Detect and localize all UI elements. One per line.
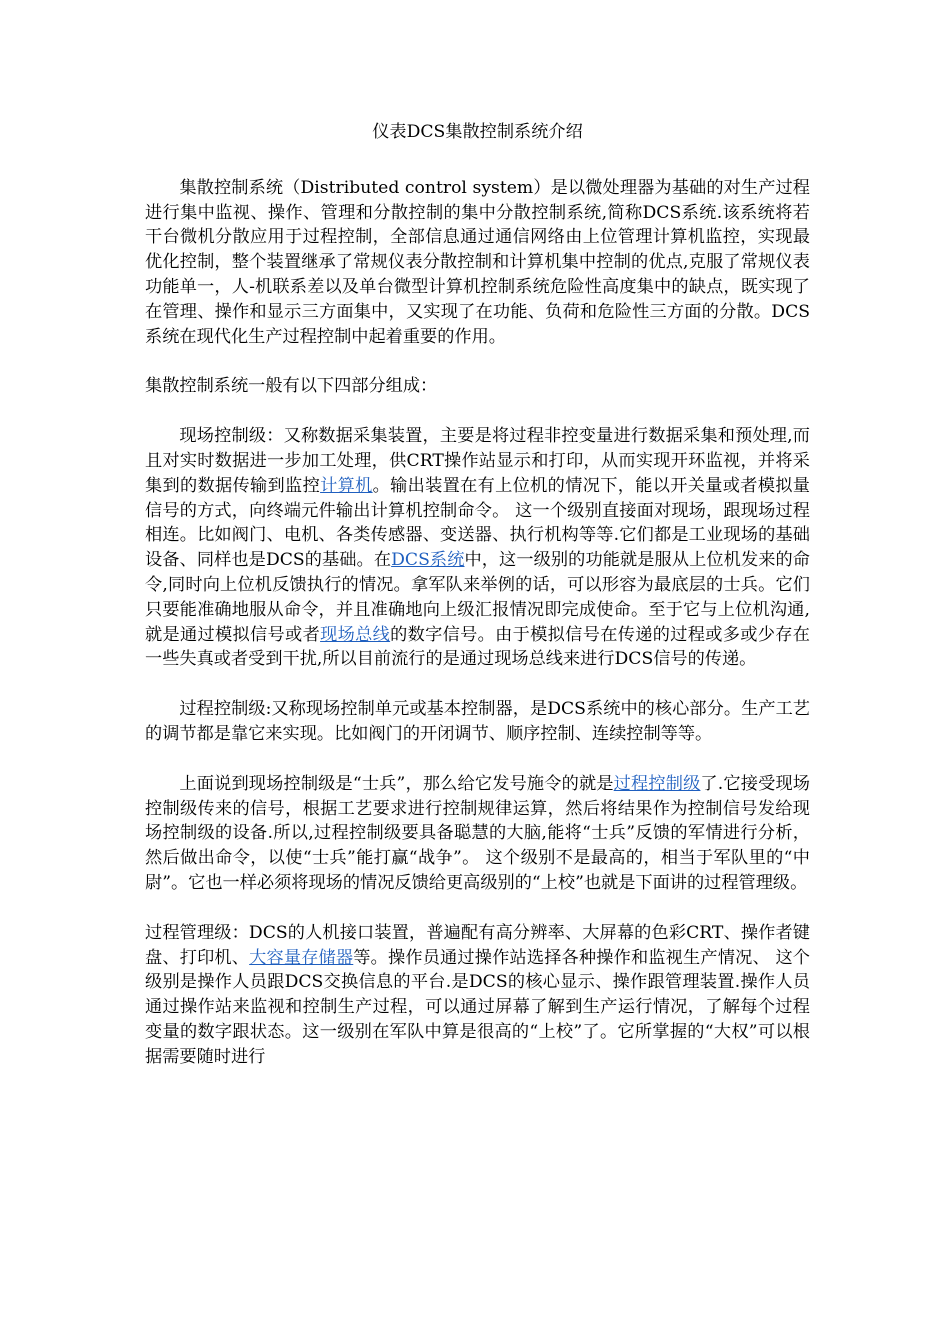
- paragraph-composition: [145, 374, 810, 399]
- document-body: [145, 120, 810, 1095]
- paragraph-process-control: [145, 697, 810, 747]
- text-segment: 现场控制级：又称数据采集装置，主要是将过程非控变量进行数据采集和预处理,而且对实时数据进一步加工处理，供CRT操作站显示和打印，从而实现开环监视，并将采集到的数据传输到监控: [145, 426, 810, 496]
- document-title: 仪表DCS集散控制系统介绍: [372, 122, 583, 142]
- link-fieldbus[interactable]: 现场总线: [320, 624, 391, 645]
- paragraph-soldier-analogy: [145, 772, 810, 896]
- link-dcs-system[interactable]: DCS系统: [391, 550, 465, 571]
- text-segment: 过程管理级：DCS的人机接口装置，普遍配有高分辨率、大屏幕的色彩CRT、操作者键盘、打印机、: [145, 922, 810, 968]
- text-segment: 。输出装置在有上位机的情况下，能以开关量或者模拟量信号的方式，向终端元件输出计算机控制命令。 这一个级别直接面对现场，跟现场过程相连。比如阀门、电机、各类传感器、变送器、执行机构等等.它们都是工业现场的基础设备、同样也是DCS的基础。在: [145, 475, 810, 571]
- paragraph-process-management: [145, 921, 810, 1070]
- paragraph-field-control: [145, 424, 810, 672]
- link-computer[interactable]: 计算机: [320, 475, 373, 496]
- paragraph-intro: [145, 176, 810, 350]
- link-mass-storage[interactable]: 大容量存储器: [249, 947, 354, 968]
- text-segment: 等。操作员通过操作站选择各种操作和监视生产情况、 这个级别是操作人员跟DCS交换信息的平台.是DCS的核心显示、操作跟管理装置.操作人员通过操作站来监视和控制生产过程，可以通过屏幕了解到生产运行情况，了解每个过程变量的数字跟状态。这一级别在军队中算是很高的“上校”了。它所掌握的“大权”可以根据需要随时进行: [145, 947, 810, 1067]
- paragraph-process-control-text: 过程控制级:又称现场控制单元或基本控制器，是DCS系统中的核心部分。生产工艺的调节都是靠它来实现。比如阀门的开闭调节、顺序控制、连续控制等等。: [145, 699, 810, 744]
- paragraph-intro-text: 集散控制系统（Distributed control system）是以微处理器为基础的对生产过程进行集中监视、操作、管理和分散控制的集中分散控制系统,简称DCS系统.该系统将若干台微机分散应用于过程控制，全部信息通过通信网络由上位管理计算机监控，实现最优化控制，整个装置继承了常规仪表分散控制和计算机集中控制的优点,克服了常规仪表功能单一，人-机联系差以及单台微型计算机控制系统危险性高度集中的缺点，既实现了在管理、操作和显示三方面集中，又实现了在功能、负荷和危险性三方面的分散。DCS系统在现代化生产过程控制中起着重要的作用。: [145, 177, 810, 347]
- text-segment: 上面说到现场控制级是“士兵”，那么给它发号施令的就是: [179, 773, 614, 794]
- text-segment: 中，这一级别的功能就是服从上位机发来的命令,同时向上位机反馈执行的情况。拿军队来举例的话，可以形容为最底层的士兵。它们只要能准确地服从命令，并且准确地向上级汇报情况即完成使命。至于它与上位机沟通,就是通过模拟信号或者: [145, 550, 810, 645]
- text-segment: 了.它接受现场控制级传来的信号，根据工艺要求进行控制规律运算，然后将结果作为控制信号发给现场控制级的设备.所以,过程控制级要具备聪慧的大脑,能将“士兵”反馈的军情进行分析，然后做出命令，以使“士兵”能打赢“战争”。 这个级别不是最高的，相当于军队里的“中尉”。它也一样必须将现场的情况反馈给更高级别的“上校”也就是下面讲的过程管理级。: [145, 773, 810, 893]
- paragraph-composition-text: 集散控制系统一般有以下四部分组成：: [145, 376, 438, 397]
- link-process-control-level[interactable]: 过程控制级: [613, 773, 701, 794]
- text-segment: 的数字信号。由于模拟信号在传递的过程或多或少存在一些失真或者受到干扰,所以目前流行的是通过现场总线来进行DCS信号的传递。: [145, 624, 810, 670]
